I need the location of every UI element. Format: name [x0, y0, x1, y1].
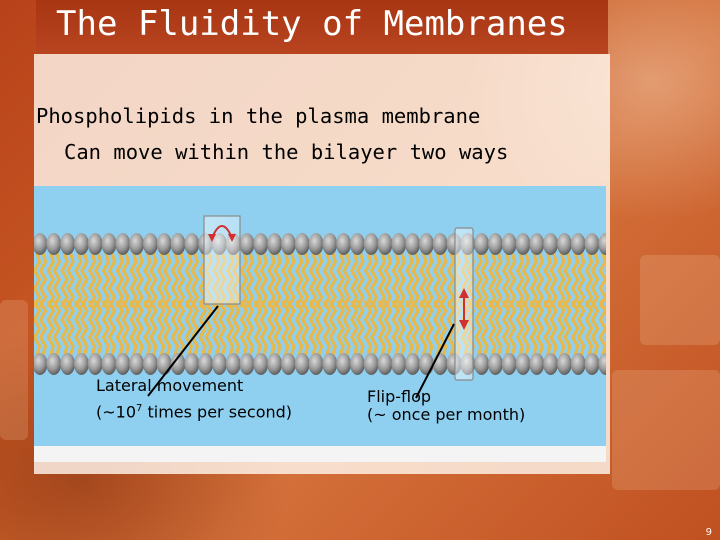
lipid-head: [157, 233, 172, 255]
lipid-tail: [338, 302, 343, 355]
lipid-tail: [421, 302, 426, 355]
lipid-tail: [145, 302, 150, 355]
lipid-head: [184, 233, 199, 255]
lipid-tail: [587, 302, 592, 355]
lipid-head: [364, 233, 379, 255]
lipid-tail: [352, 253, 357, 306]
lipid-head: [557, 233, 572, 255]
lipid-head: [336, 353, 351, 375]
lipid-tail: [600, 302, 605, 355]
lipid-head: [115, 233, 130, 255]
lipid-tail: [559, 253, 564, 306]
lipid-tail: [173, 253, 178, 306]
page-number: 9: [705, 527, 712, 538]
lipid-tail: [545, 302, 550, 355]
lipid-head: [474, 353, 489, 375]
lipid-tails: [35, 253, 607, 355]
lipid-head: [143, 233, 158, 255]
lipid-tail: [559, 302, 564, 355]
lipid-tail: [476, 253, 481, 306]
lipid-head: [102, 233, 117, 255]
lipid-head: [267, 353, 282, 375]
bullet-line-1: Phospholipids in the plasma membrane: [36, 104, 481, 128]
lipid-head: [240, 233, 255, 255]
lipid-tail: [90, 253, 95, 306]
lipid-head: [336, 233, 351, 255]
lipid-head: [129, 233, 144, 255]
lipid-tail: [48, 253, 53, 306]
lipid-head: [253, 233, 268, 255]
lipid-tail: [407, 253, 412, 306]
lipid-tail: [104, 253, 109, 306]
lateral-rate-exponent: 7: [136, 403, 143, 414]
lipid-tail: [324, 253, 329, 306]
lipid-tail: [269, 253, 274, 306]
lipid-tail: [255, 302, 260, 355]
decor-square: [612, 370, 720, 490]
lipid-head: [198, 353, 213, 375]
lipid-tail: [421, 253, 426, 306]
flipflop-label: Flip-flop: [367, 387, 432, 406]
lipid-tail: [48, 302, 53, 355]
lipid-head: [157, 353, 172, 375]
lipid-head: [391, 233, 406, 255]
lipid-tail: [490, 253, 495, 306]
lateral-movement-label: Lateral movement: [96, 376, 244, 395]
lipid-head: [419, 353, 434, 375]
lipid-head: [543, 353, 558, 375]
lipid-head: [143, 353, 158, 375]
lipid-head: [212, 353, 227, 375]
lipid-tail: [76, 253, 81, 306]
lateral-movement-box: [204, 216, 240, 304]
lateral-movement-rate: [96, 398, 292, 423]
lipid-tail: [366, 302, 371, 355]
lipid-tail: [380, 302, 385, 355]
lipid-tail: [573, 302, 578, 355]
lipid-head: [391, 353, 406, 375]
lipid-tail: [490, 302, 495, 355]
lipid-head: [598, 233, 606, 255]
lipid-tail: [283, 302, 288, 355]
lipid-tail: [62, 302, 67, 355]
lipid-tail: [324, 302, 329, 355]
lipid-head: [516, 353, 531, 375]
lipid-tail: [297, 302, 302, 355]
lipid-head: [516, 233, 531, 255]
flipflop-rate: (~ once per month): [367, 405, 526, 424]
figure-bottom-strip: [34, 446, 606, 462]
lipid-tail: [449, 253, 454, 306]
lipid-tail: [269, 302, 274, 355]
slide-title: The Fluidity of Membranes: [56, 4, 568, 44]
lipid-tail: [297, 253, 302, 306]
lipid-tail: [242, 253, 247, 306]
lipid-head: [46, 353, 61, 375]
lipid-head: [598, 353, 606, 375]
lipid-tail: [117, 302, 122, 355]
lipid-tail: [545, 253, 550, 306]
lipid-head: [240, 353, 255, 375]
lipid-head: [529, 353, 544, 375]
lipid-tail: [407, 302, 412, 355]
lipid-head: [571, 233, 586, 255]
lipid-head: [253, 353, 268, 375]
lipid-head: [295, 353, 310, 375]
lipid-head: [585, 233, 600, 255]
lipid-tail: [173, 302, 178, 355]
lipid-head: [350, 353, 365, 375]
lipid-tail: [242, 302, 247, 355]
lipid-tail: [531, 302, 536, 355]
lipid-tail: [518, 253, 523, 306]
lipid-head: [171, 233, 186, 255]
lipid-head: [529, 233, 544, 255]
decor-square: [0, 300, 28, 440]
lipid-head: [60, 233, 75, 255]
lipid-head: [378, 233, 393, 255]
decor-square: [640, 255, 720, 345]
lipid-head: [281, 233, 296, 255]
lipid-head: [364, 353, 379, 375]
lipid-head: [488, 353, 503, 375]
lipid-head: [129, 353, 144, 375]
lipid-tail: [380, 253, 385, 306]
lipid-head: [419, 233, 434, 255]
lipid-tail: [338, 253, 343, 306]
lipid-tail: [35, 302, 40, 355]
lipid-tail: [117, 253, 122, 306]
lipid-head: [60, 353, 75, 375]
lipid-head: [115, 353, 130, 375]
lipid-tail: [90, 302, 95, 355]
lipid-tail: [283, 253, 288, 306]
lipid-tail: [131, 302, 136, 355]
lipid-head: [585, 353, 600, 375]
lipid-head: [295, 233, 310, 255]
lipid-head: [74, 233, 89, 255]
lipid-tail: [504, 302, 509, 355]
lipid-head: [46, 233, 61, 255]
lipid-head: [502, 353, 517, 375]
lipid-head: [281, 353, 296, 375]
lipid-tail: [393, 302, 398, 355]
lipid-tail: [366, 253, 371, 306]
lipid-tail: [104, 302, 109, 355]
lipid-head: [34, 233, 47, 255]
lipid-tail: [255, 253, 260, 306]
lipid-head: [405, 353, 420, 375]
lipid-tail: [228, 302, 233, 355]
lipid-tail: [587, 253, 592, 306]
lipid-tail: [186, 253, 191, 306]
lipid-tail: [504, 253, 509, 306]
lipid-tail: [435, 302, 440, 355]
lipid-tail: [352, 302, 357, 355]
lipid-head: [102, 353, 117, 375]
lipid-tail: [145, 253, 150, 306]
lipid-tail: [76, 302, 81, 355]
lipid-head: [88, 353, 103, 375]
lipid-tail: [311, 302, 316, 355]
lipid-tail: [159, 253, 164, 306]
lipid-head: [226, 353, 241, 375]
lipid-head: [543, 233, 558, 255]
bullet-line-2: Can move within the bilayer two ways: [64, 140, 509, 164]
lipid-tail: [476, 302, 481, 355]
lipid-tail: [131, 253, 136, 306]
lipid-tail: [531, 253, 536, 306]
lipid-tail: [573, 253, 578, 306]
lipid-head: [184, 353, 199, 375]
lipid-tail: [311, 253, 316, 306]
lipid-tail: [393, 253, 398, 306]
lateral-rate-suffix: times per second): [142, 402, 293, 422]
lipid-head: [322, 233, 337, 255]
lipid-head: [309, 353, 324, 375]
lipid-head: [557, 353, 572, 375]
lipid-tail: [518, 302, 523, 355]
lipid-head: [488, 233, 503, 255]
lipid-head: [433, 353, 448, 375]
lipid-tail: [600, 253, 605, 306]
lipid-head: [88, 233, 103, 255]
lipid-head: [267, 233, 282, 255]
lipid-head: [34, 353, 47, 375]
lipid-tail: [35, 253, 40, 306]
lipid-head: [571, 353, 586, 375]
lipid-head: [309, 233, 324, 255]
lipid-head: [502, 233, 517, 255]
lipid-head: [322, 353, 337, 375]
lateral-rate-prefix: (~10: [96, 402, 137, 422]
lipid-head: [378, 353, 393, 375]
lipid-tail: [435, 253, 440, 306]
lipid-head: [350, 233, 365, 255]
lipid-tail: [62, 253, 67, 306]
lipid-head: [405, 233, 420, 255]
lipid-tail: [159, 302, 164, 355]
lipid-head: [74, 353, 89, 375]
lipid-head: [433, 233, 448, 255]
lipid-head: [474, 233, 489, 255]
